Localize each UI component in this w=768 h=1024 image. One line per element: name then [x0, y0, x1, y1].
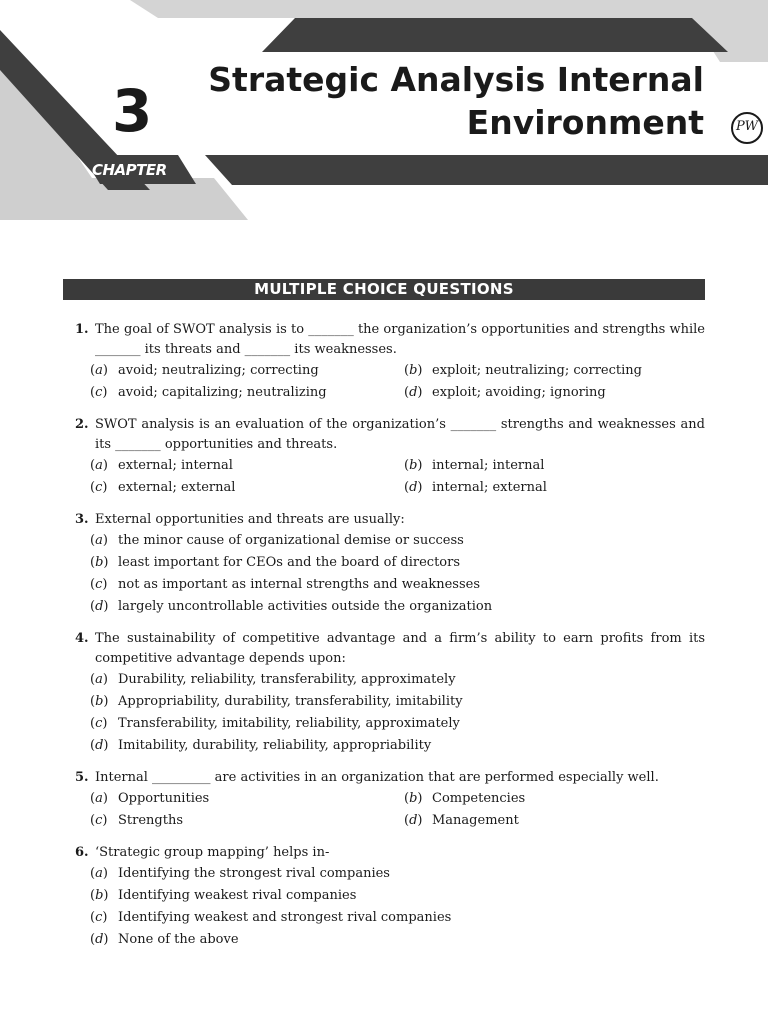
question-number: 2. [75, 417, 89, 432]
option-b [90, 553, 705, 573]
option-letter: (b) [404, 458, 423, 473]
question-6 [75, 843, 705, 950]
option-text: exploit; avoiding; ignoring [432, 385, 606, 400]
question-1 [75, 320, 705, 403]
option-list [90, 456, 705, 498]
option-c [90, 908, 705, 928]
option-text: None of the above [118, 932, 239, 947]
option-c [90, 811, 404, 831]
section-heading: MULTIPLE CHOICE QUESTIONS [63, 279, 705, 300]
option-letter: (a) [90, 458, 108, 473]
option-text: exploit; neutralizing; correcting [432, 363, 642, 378]
option-text: the minor cause of organizational demise or success [118, 533, 464, 548]
header-bottom-band [205, 155, 768, 185]
option-letter: (d) [90, 738, 109, 753]
question-text: External opportunities and threats are usually: [95, 512, 405, 527]
option-list [90, 531, 705, 617]
option-text: Competencies [432, 791, 526, 806]
option-c [90, 575, 705, 595]
option-text: Appropriability, durability, transferability, imitability [118, 694, 463, 709]
option-list [90, 864, 705, 950]
option-text: Imitability, durability, reliability, appropriability [118, 738, 432, 753]
option-a [90, 361, 404, 381]
chapter-title-line-2: Environment [466, 103, 704, 142]
chapter-title-line-1: Strategic Analysis Internal [208, 60, 704, 99]
question-number: 5. [75, 770, 89, 785]
option-text: internal; external [432, 480, 547, 495]
question-2 [75, 415, 705, 498]
option-text: Opportunities [118, 791, 210, 806]
option-letter: (a) [90, 363, 108, 378]
option-a [90, 789, 404, 809]
option-list [90, 361, 705, 403]
option-letter: (b) [90, 694, 109, 709]
option-text: least important for CEOs and the board of directors [118, 555, 461, 570]
question-text: Internal _________ are activities in an organization that are performed especially well. [95, 770, 659, 785]
option-letter: (d) [404, 385, 423, 400]
option-letter: (b) [404, 791, 423, 806]
option-b [90, 886, 705, 906]
option-letter: (c) [90, 480, 108, 495]
question-5 [75, 768, 705, 831]
option-text: Identifying the strongest rival companies [118, 866, 390, 881]
option-a [90, 670, 705, 690]
option-d [90, 930, 705, 950]
option-text: external; internal [118, 458, 233, 473]
option-d [404, 383, 705, 403]
option-letter: (c) [90, 813, 108, 828]
option-text: avoid; neutralizing; correcting [118, 363, 319, 378]
option-b [404, 789, 705, 809]
option-d [90, 736, 705, 756]
option-b [404, 361, 705, 381]
chapter-number: 3 [112, 77, 153, 145]
option-a [90, 531, 705, 551]
option-letter: (c) [90, 910, 108, 925]
option-letter: (c) [90, 385, 108, 400]
option-letter: (d) [404, 480, 423, 495]
pw-logo: PW [731, 112, 763, 144]
option-letter: (b) [404, 363, 423, 378]
option-c [90, 478, 404, 498]
question-3 [75, 510, 705, 617]
option-text: Identifying weakest and strongest rival companies [118, 910, 452, 925]
question-number: 3. [75, 512, 89, 527]
option-b [404, 456, 705, 476]
option-d [404, 811, 705, 831]
option-letter: (a) [90, 866, 108, 881]
option-letter: (c) [90, 716, 108, 731]
option-text: Identifying weakest rival companies [118, 888, 357, 903]
option-d [90, 597, 705, 617]
option-list [90, 789, 705, 831]
question-number: 4. [75, 631, 89, 646]
option-a [90, 456, 404, 476]
option-text: Transferability, imitability, reliability, approximately [118, 716, 460, 731]
question-text: ‘Strategic group mapping’ helps in- [95, 845, 330, 860]
chapter-title [184, 58, 704, 144]
option-letter: (b) [90, 555, 109, 570]
option-letter: (d) [90, 932, 109, 947]
option-letter: (a) [90, 791, 108, 806]
option-letter: (c) [90, 577, 108, 592]
option-letter: (b) [90, 888, 109, 903]
option-text: avoid; capitalizing; neutralizing [118, 385, 327, 400]
option-text: largely uncontrollable activities outside the organization [118, 599, 493, 614]
question-number: 6. [75, 845, 89, 860]
option-text: internal; internal [432, 458, 545, 473]
question-number: 1. [75, 322, 89, 337]
option-c [90, 714, 705, 734]
option-letter: (d) [404, 813, 423, 828]
question-4 [75, 629, 705, 756]
option-letter: (d) [90, 599, 109, 614]
option-text: Durability, reliability, transferability, approximately [118, 672, 456, 687]
question-text: SWOT analysis is an evaluation of the organization’s _______ strengths and weaknesses and its _______ opportunities and threats. [95, 417, 705, 452]
option-a [90, 864, 705, 884]
option-text: Strengths [118, 813, 183, 828]
question-text: The goal of SWOT analysis is to _______ the organization’s opportunities and strengths while _______ its threats and _______ its weaknesses. [95, 322, 705, 357]
option-d [404, 478, 705, 498]
question-text: The sustainability of competitive advantage and a firm’s ability to earn profits from its competitive advantage depends upon: [95, 631, 705, 666]
option-text: not as important as internal strengths and weaknesses [118, 577, 480, 592]
option-b [90, 692, 705, 712]
question-list [75, 320, 705, 962]
option-text: Management [432, 813, 519, 828]
option-list [90, 670, 705, 756]
option-text: external; external [118, 480, 236, 495]
option-c [90, 383, 404, 403]
header-dark-wedge-top [262, 18, 728, 52]
chapter-label: CHAPTER [92, 161, 167, 179]
option-letter: (a) [90, 672, 108, 687]
option-letter: (a) [90, 533, 108, 548]
